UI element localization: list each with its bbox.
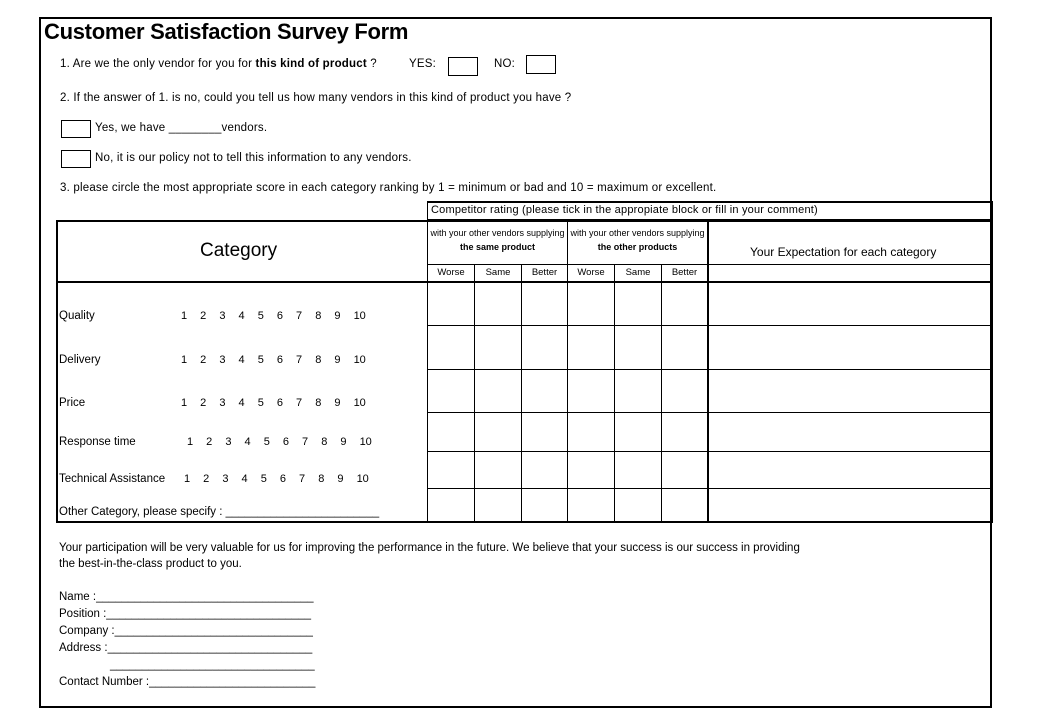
- row-label-price: Price: [59, 397, 86, 409]
- row-scores-delivery[interactable]: 1 2 3 4 5 6 7 8 9 10: [181, 354, 366, 366]
- address-field[interactable]: Address :________________________________: [59, 642, 313, 654]
- question-1: [60, 58, 377, 70]
- address-line-2-field[interactable]: ________________________________: [110, 659, 315, 671]
- question-3: 3. please circle the most appropriate score in each category ranking by 1 = minimum or bad and 10 = maximum or excellent.: [60, 182, 717, 194]
- category-header: Category: [200, 240, 278, 261]
- row-label-delivery: Delivery: [59, 354, 101, 366]
- sub-header-worse: Worse: [577, 267, 605, 278]
- other-products-text: with your other vendors supplying: [570, 228, 705, 238]
- position-field[interactable]: Position :________________________________: [59, 608, 311, 620]
- sub-header-same: Same: [625, 267, 651, 278]
- sub-header-better: Better: [671, 267, 698, 278]
- no-label: NO:: [494, 58, 516, 70]
- question-1-emphasis: this kind of product: [255, 58, 367, 70]
- footer-line-1: Your participation will be very valuable for us for improving the performance in the future. We believe that your success is our success in providing: [59, 542, 800, 554]
- same-product-emphasis: the same product: [459, 242, 535, 252]
- yes-label: YES:: [409, 58, 437, 70]
- other-products-emphasis: the other products: [597, 242, 678, 252]
- row-scores-technical-assistance[interactable]: 1 2 3 4 5 6 7 8 9 10: [184, 473, 369, 485]
- contact-number-field[interactable]: Contact Number :__________________________: [59, 676, 316, 688]
- name-field[interactable]: Name :__________________________________: [59, 591, 314, 603]
- row-label-other-category[interactable]: Other Category, please specify : ________________________: [59, 506, 380, 518]
- question-1-end: ?: [366, 58, 377, 70]
- expectation-header: Your Expectation for each category: [750, 245, 937, 259]
- footer-line-2: the best-in-the-class product to you.: [59, 558, 242, 570]
- row-scores-quality[interactable]: 1 2 3 4 5 6 7 8 9 10: [181, 310, 366, 322]
- row-scores-price[interactable]: 1 2 3 4 5 6 7 8 9 10: [181, 397, 366, 409]
- question-1-text: 1. Are we the only vendor for you for: [60, 58, 256, 70]
- no-checkbox[interactable]: [526, 55, 556, 74]
- row-label-technical-assistance: Technical Assistance: [59, 473, 166, 485]
- option-b-label: No, it is our policy not to tell this information to any vendors.: [95, 152, 412, 164]
- sub-header-same: Same: [485, 267, 511, 278]
- row-label-quality: Quality: [59, 310, 95, 322]
- form-title: Customer Satisfaction Survey Form: [44, 19, 409, 44]
- footer-text: [59, 540, 800, 572]
- row-label-response-time: Response time: [59, 436, 136, 448]
- question-2: 2. If the answer of 1. is no, could you tell us how many vendors in this kind of product you have ?: [60, 92, 572, 104]
- option-a-label: Yes, we have ________vendors.: [95, 122, 268, 134]
- same-product-header: [429, 226, 566, 254]
- company-field[interactable]: Company :_______________________________: [59, 625, 313, 637]
- sub-header-worse: Worse: [437, 267, 465, 278]
- sub-header-better: Better: [531, 267, 558, 278]
- option-a-checkbox[interactable]: [61, 120, 91, 138]
- other-products-header: [569, 226, 706, 254]
- competitor-rating-header: Competitor rating (please tick in the appropiate block or fill in your comment): [431, 204, 818, 216]
- same-product-text: with your other vendors supplying: [430, 228, 565, 238]
- yes-checkbox[interactable]: [448, 57, 478, 76]
- option-b-checkbox[interactable]: [61, 150, 91, 168]
- row-scores-response-time[interactable]: 1 2 3 4 5 6 7 8 9 10: [187, 436, 372, 448]
